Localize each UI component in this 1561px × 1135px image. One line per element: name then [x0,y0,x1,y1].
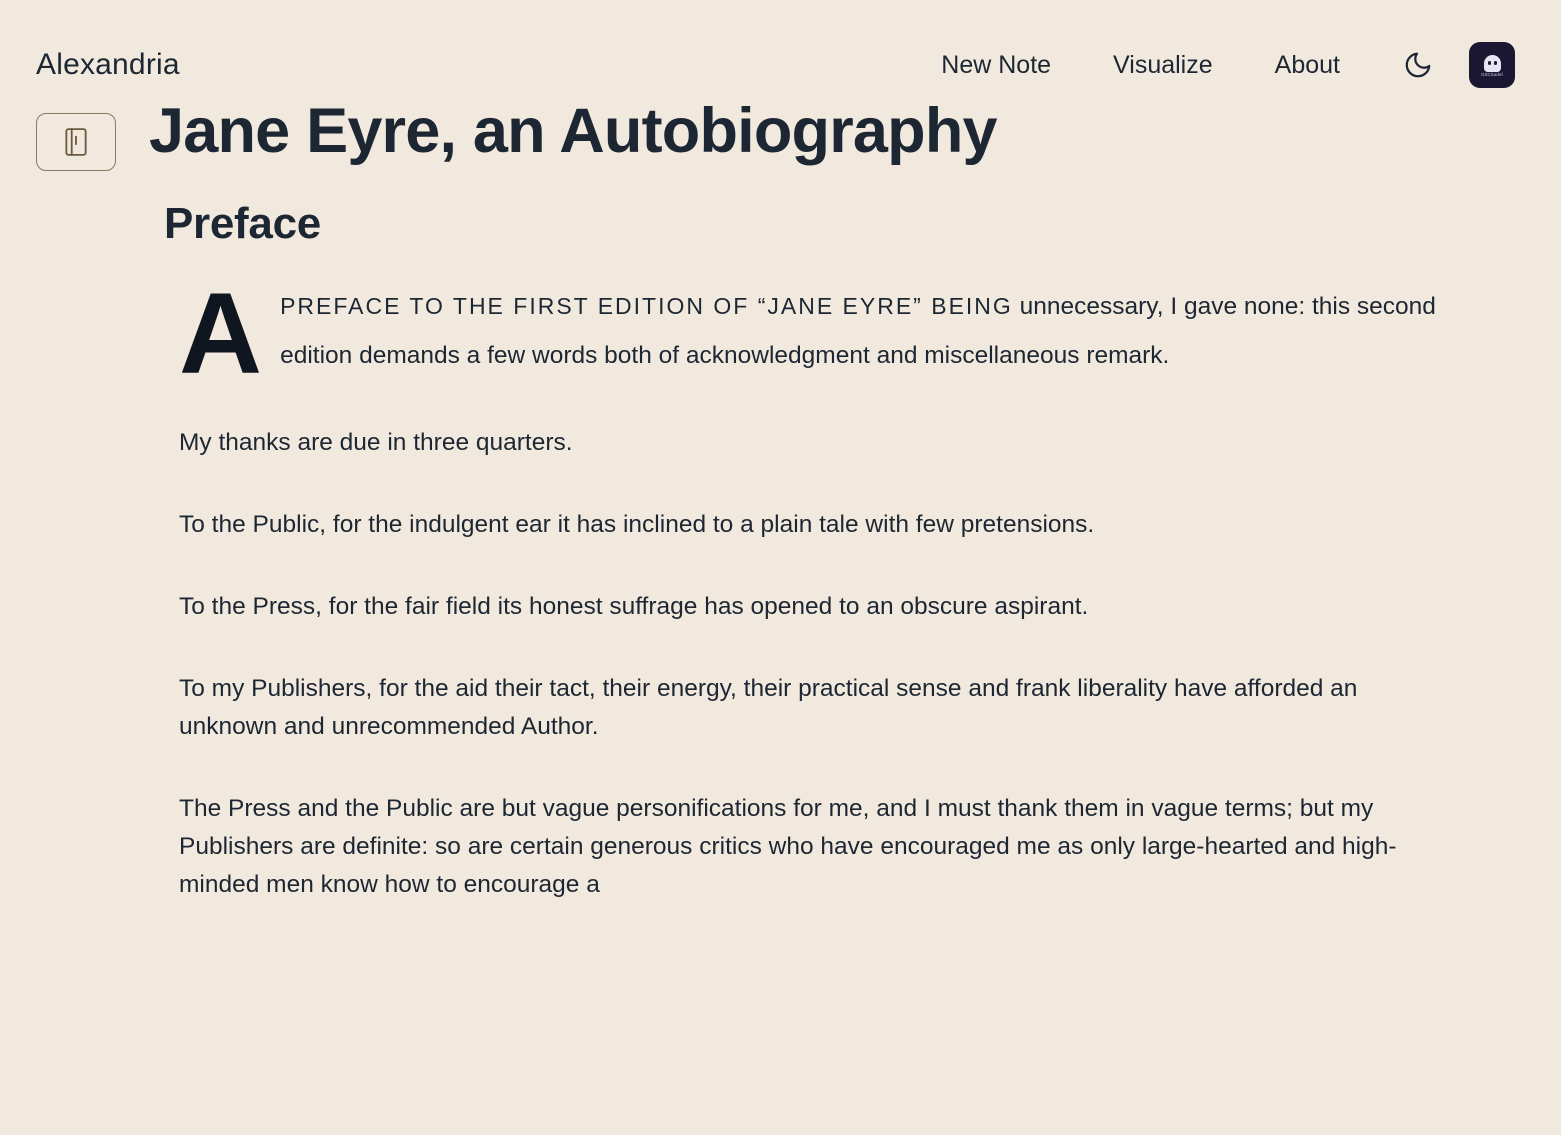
ghost-icon [1484,55,1501,72]
nav-new-note[interactable]: New Note [941,50,1052,79]
avatar-label: GitCitadel [1481,71,1503,77]
first-paragraph-rest: unnecessary, I gave none: this second edition demands a few words both of acknowledgment and miscellaneous remark. [280,293,1436,369]
first-paragraph [179,270,1449,398]
section-title: Preface [164,199,321,248]
small-caps-lead: PREFACE TO THE FIRST EDITION OF “JANE EYRE” BEING [280,293,1013,319]
paragraph: The Press and the Public are but vague personifications for me, and I must thank them in vague terms; but my Publishers are definite: so are certain generous critics who have encouraged me as only large-hearted and high-minded men know how to encourage a [179,794,1397,898]
paragraph: My thanks are due in three quarters. [179,429,573,456]
avatar[interactable] [1469,42,1515,88]
paragraph: To the Public, for the indulgent ear it has inclined to a plain tale with few pretensions. [179,510,1095,538]
title-row [36,96,1515,171]
moon-icon[interactable] [1401,48,1435,82]
brand-logo[interactable]: Alexandria [36,48,180,81]
drop-cap: A [179,270,263,398]
body-column [179,270,1449,904]
nav-visualize[interactable]: Visualize [1113,50,1213,79]
top-navigation-bar [0,0,1561,96]
book-icon[interactable] [36,113,116,171]
paragraph: To the Press, for the fair field its honest suffrage has opened to an obscure aspirant. [179,592,1089,620]
nav-about[interactable]: About [1274,50,1340,79]
paragraph: To my Publishers, for the aid their tact, their energy, their practical sense and frank liberality have afforded an unknown and unrecommended Author. [179,674,1358,740]
document-content [0,96,1561,904]
nav-links [910,42,1515,88]
page-title: Jane Eyre, an Autobiography [149,96,997,166]
